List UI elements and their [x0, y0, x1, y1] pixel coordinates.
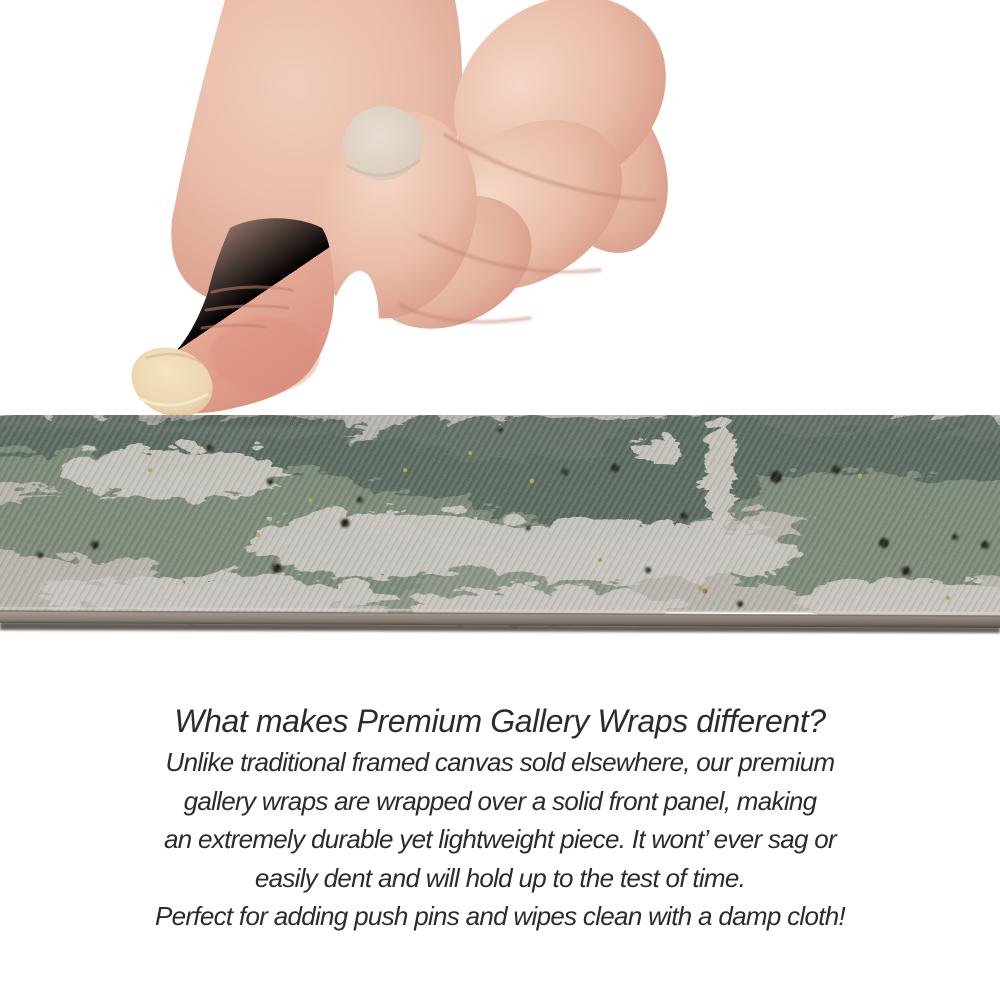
caption-line: an extremely durable yet lightweight piece. It wont’ ever sag or: [163, 824, 837, 855]
canvas-bottom-edge: [0, 608, 1000, 633]
caption-line: easily dent and will hold up to the test of time.: [254, 862, 746, 893]
canvas-grain: [0, 415, 1000, 612]
caption-body: [0, 743, 1000, 936]
caption-line: Perfect for adding push pins and wipes clean with a damp cloth!: [154, 901, 846, 932]
photo-hand-pressing-canvas: [100, 0, 680, 418]
thumb: [120, 218, 334, 418]
canvas-edge-photo: [0, 415, 1000, 637]
caption-line: gallery wraps are wrapped over a solid front panel, making: [183, 785, 817, 816]
caption-line: Unlike traditional framed canvas sold elsewhere, our premium: [165, 747, 835, 777]
caption-title: What makes Premium Gallery Wraps different?: [174, 703, 826, 739]
caption: [0, 701, 1000, 936]
hand-photo: [100, 0, 680, 418]
